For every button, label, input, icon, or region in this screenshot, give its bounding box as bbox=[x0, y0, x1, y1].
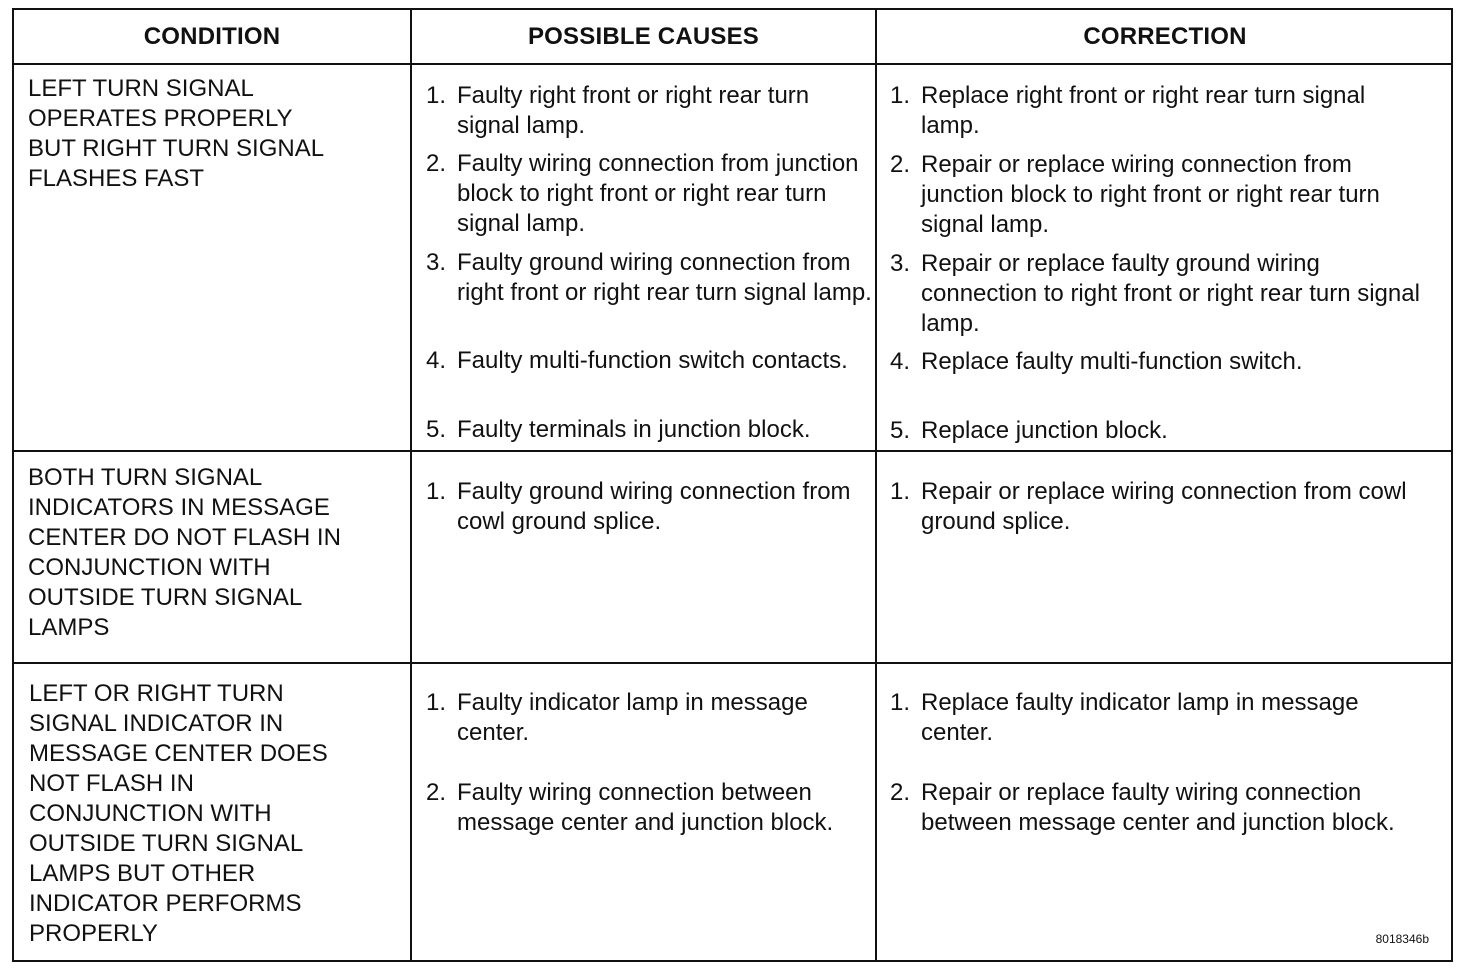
causes-list bbox=[426, 477, 876, 537]
causes-list bbox=[426, 81, 876, 445]
condition-cell: LEFT OR RIGHT TURN SIGNAL INDICATOR IN MESSAGE CENTER DOES NOT FLASH IN CONJUNCTION WITH OUTSIDE TURN SIGNAL LAMPS BUT OTHER INDICATOR PERFORMS PROPERLY bbox=[29, 680, 328, 947]
header-correction: CORRECTION bbox=[1083, 23, 1247, 50]
list-item: 1. Repair or replace wiring connection from cowl ground splice. bbox=[890, 478, 1407, 535]
list-item: 3. Repair or replace faulty ground wiring connection to right front or right rear turn signal lamp. bbox=[890, 250, 1420, 337]
list-item: 1. Replace right front or right rear turn signal lamp. bbox=[890, 82, 1366, 139]
header-possible-causes: POSSIBLE CAUSES bbox=[527, 23, 760, 50]
corrections-list bbox=[890, 81, 1430, 446]
list-item: 1. Faulty ground wiring connection from cowl ground splice. bbox=[426, 478, 851, 535]
list-item: 2. Faulty wiring connection between message center and junction block. bbox=[426, 779, 834, 836]
list-item: 2. Repair or replace faulty wiring connection between message center and junction block. bbox=[890, 779, 1395, 836]
list-item: 5. Replace junction block. bbox=[890, 417, 1168, 444]
condition-cell: LEFT TURN SIGNAL OPERATES PROPERLY BUT RIGHT TURN SIGNAL FLASHES FAST bbox=[28, 75, 325, 192]
causes-list bbox=[426, 688, 876, 838]
corrections-list bbox=[890, 688, 1430, 838]
column-divider bbox=[410, 10, 412, 960]
list-item: 1. Faulty right front or right rear turn signal lamp. bbox=[426, 82, 810, 139]
list-item: 2. Faulty wiring connection from junction block to right front or right rear turn signal lamp. bbox=[426, 150, 859, 237]
list-item: 4. Replace faulty multi-function switch. bbox=[890, 348, 1303, 375]
list-item: 5. Faulty terminals in junction block. bbox=[426, 416, 811, 443]
list-item: 3. Faulty ground wiring connection from right front or right rear turn signal lamp. bbox=[426, 249, 872, 306]
list-item: 4. Faulty multi-function switch contacts. bbox=[426, 347, 848, 374]
condition-cell: BOTH TURN SIGNAL INDICATORS IN MESSAGE CENTER DO NOT FLASH IN CONJUNCTION WITH OUTSIDE TURN SIGNAL LAMPS bbox=[28, 464, 341, 641]
row-divider bbox=[14, 662, 1451, 664]
corrections-list bbox=[890, 477, 1430, 537]
diagnosis-table bbox=[12, 8, 1453, 962]
header-condition: CONDITION bbox=[143, 23, 281, 50]
list-item: 1. Faulty indicator lamp in message center. bbox=[426, 689, 808, 746]
row-divider bbox=[14, 450, 1451, 452]
list-item: 1. Replace faulty indicator lamp in message center. bbox=[890, 689, 1359, 746]
figure-code: 8018346b bbox=[1375, 932, 1429, 946]
list-item: 2. Repair or replace wiring connection from junction block to right front or right rear turn signal lamp. bbox=[890, 151, 1380, 238]
